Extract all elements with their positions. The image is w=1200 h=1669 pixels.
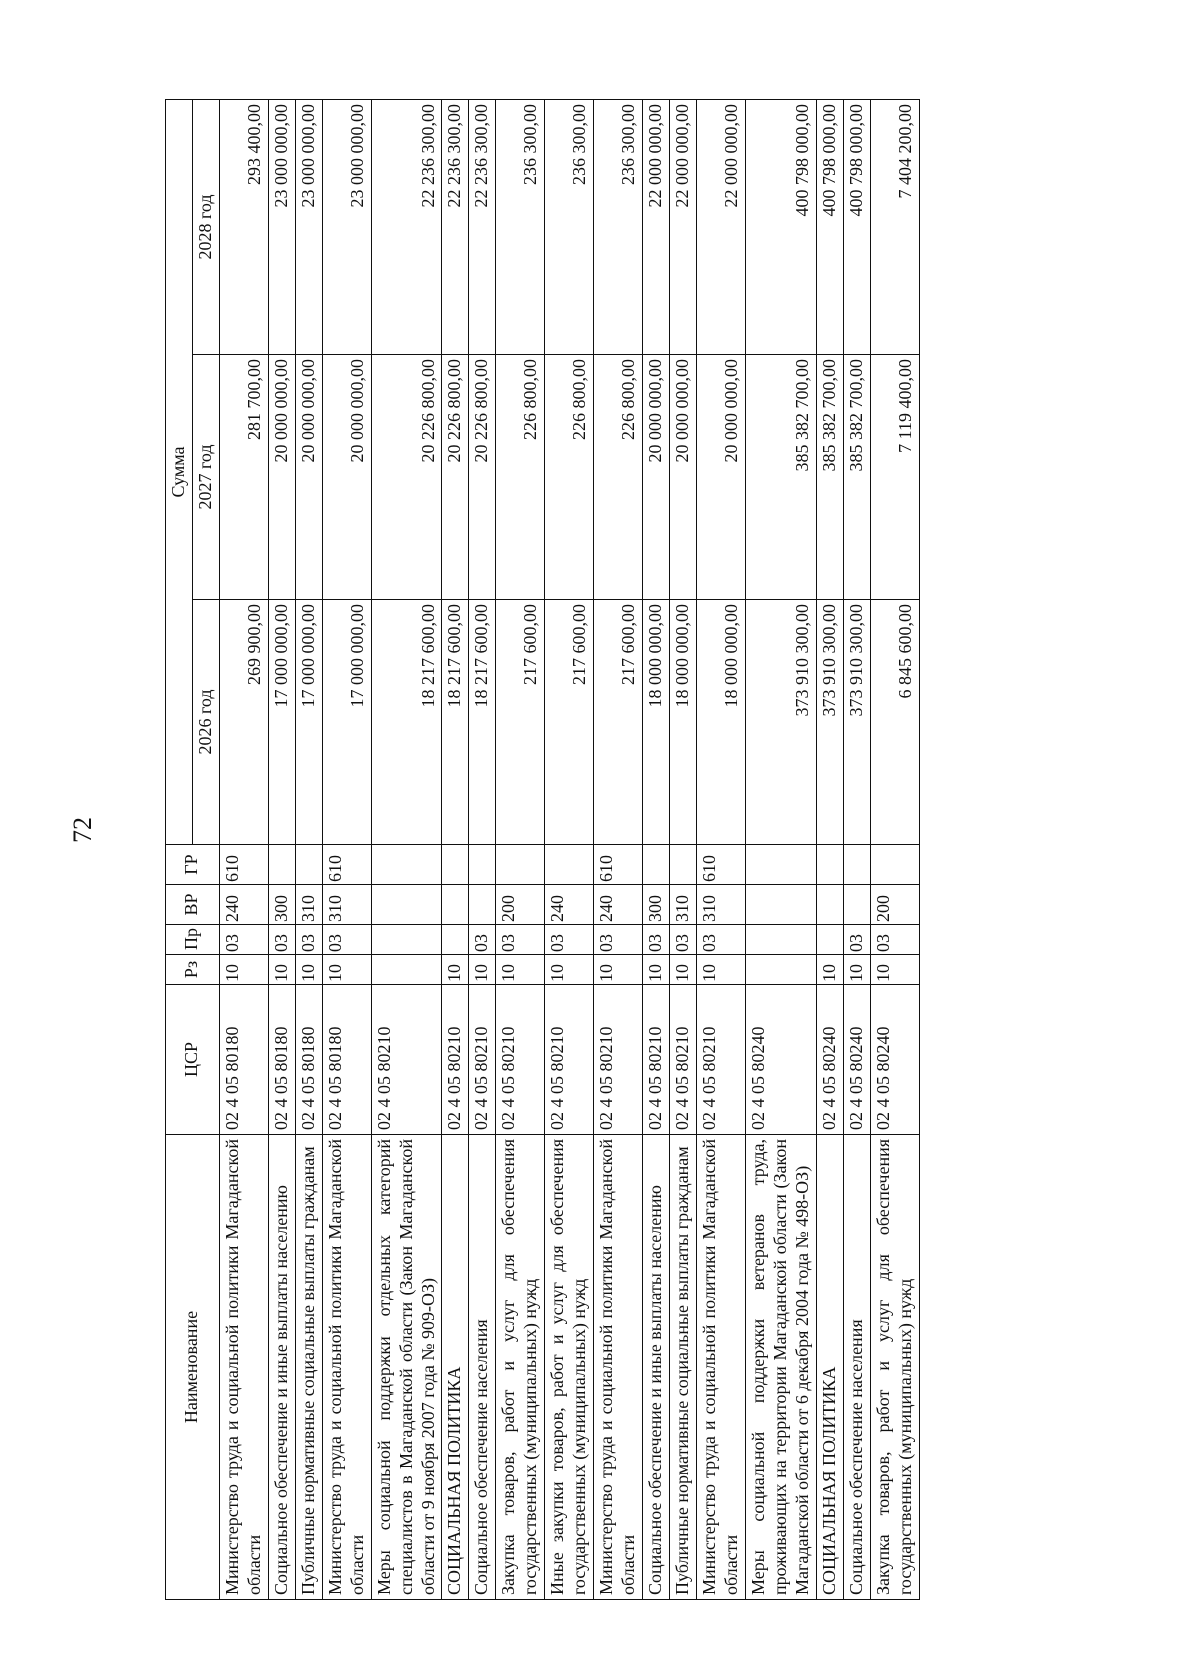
cell-vr: 310 (322, 885, 371, 925)
cell-rz: 10 (670, 955, 697, 985)
cell-name: Министерство труда и социальной политики Магаданской области (322, 1135, 371, 1600)
cell-gr (295, 845, 322, 885)
cell-csr: 02 4 05 80210 (371, 985, 442, 1135)
cell-y2026: 17 000 000,00 (295, 600, 322, 845)
cell-name: Закупка товаров, работ и услуг для обеспечения государственных (муниципальных) нужд (496, 1135, 545, 1600)
cell-y2027: 385 382 700,00 (843, 355, 870, 600)
cell-csr: 02 4 05 80210 (697, 985, 746, 1135)
cell-y2026: 18 000 000,00 (670, 600, 697, 845)
cell-csr: 02 4 05 80240 (745, 985, 816, 1135)
cell-vr: 310 (670, 885, 697, 925)
cell-name: Публичные нормативные социальные выплаты гражданам (670, 1135, 697, 1600)
table-row (496, 99, 545, 1599)
cell-pr: 03 (295, 925, 322, 955)
table-row (816, 99, 843, 1599)
cell-gr (442, 845, 469, 885)
cell-y2028: 400 798 000,00 (745, 99, 816, 354)
cell-y2027: 20 226 800,00 (442, 355, 469, 600)
cell-y2028: 23 000 000,00 (268, 99, 295, 354)
cell-name: Министерство труда и социальной политики Магаданской области (594, 1135, 643, 1600)
cell-name: Социальное обеспечение и иные выплаты населению (643, 1135, 670, 1600)
cell-y2028: 23 000 000,00 (295, 99, 322, 354)
table-row (594, 99, 643, 1599)
cell-y2028: 22 236 300,00 (442, 99, 469, 354)
cell-y2026: 18 000 000,00 (643, 600, 670, 845)
cell-y2028: 400 798 000,00 (843, 99, 870, 354)
cell-vr (442, 885, 469, 925)
table-row (545, 99, 594, 1599)
cell-pr (816, 925, 843, 955)
cell-rz: 10 (643, 955, 670, 985)
cell-rz: 10 (322, 955, 371, 985)
table-row (643, 99, 670, 1599)
cell-csr: 02 4 05 80180 (219, 985, 268, 1135)
cell-gr (870, 845, 919, 885)
cell-csr: 02 4 05 80210 (545, 985, 594, 1135)
cell-rz: 10 (469, 955, 496, 985)
cell-rz (745, 955, 816, 985)
cell-vr: 300 (268, 885, 295, 925)
cell-y2028: 23 000 000,00 (322, 99, 371, 354)
table-body (219, 99, 919, 1599)
table-row (870, 99, 919, 1599)
cell-gr (268, 845, 295, 885)
cell-rz: 10 (268, 955, 295, 985)
cell-name: Закупка товаров, работ и услуг для обеспечения государственных (муниципальных) нужд (870, 1135, 919, 1600)
cell-rz: 10 (697, 955, 746, 985)
cell-csr: 02 4 05 80240 (816, 985, 843, 1135)
cell-y2028: 22 236 300,00 (469, 99, 496, 354)
cell-csr: 02 4 05 80210 (496, 985, 545, 1135)
cell-y2027: 20 000 000,00 (322, 355, 371, 600)
cell-csr: 02 4 05 80180 (295, 985, 322, 1135)
table-row (745, 99, 816, 1599)
cell-vr: 310 (697, 885, 746, 925)
cell-gr (469, 845, 496, 885)
cell-csr: 02 4 05 80240 (843, 985, 870, 1135)
cell-y2026: 373 910 300,00 (745, 600, 816, 845)
cell-gr (843, 845, 870, 885)
cell-y2028: 7 404 200,00 (870, 99, 919, 354)
cell-gr: 610 (219, 845, 268, 885)
header-pr: Пр (166, 925, 220, 955)
cell-pr (442, 925, 469, 955)
cell-csr: 02 4 05 80210 (643, 985, 670, 1135)
cell-name: Публичные нормативные социальные выплаты гражданам (295, 1135, 322, 1600)
cell-rz: 10 (594, 955, 643, 985)
cell-vr (469, 885, 496, 925)
cell-y2026: 18 217 600,00 (469, 600, 496, 845)
cell-rz: 10 (870, 955, 919, 985)
cell-name: Социальное обеспечение населения (469, 1135, 496, 1600)
cell-vr: 240 (219, 885, 268, 925)
cell-y2026: 269 900,00 (219, 600, 268, 845)
cell-name: СОЦИАЛЬНАЯ ПОЛИТИКА (816, 1135, 843, 1600)
cell-pr: 03 (496, 925, 545, 955)
cell-vr: 300 (643, 885, 670, 925)
cell-pr: 03 (219, 925, 268, 955)
cell-y2028: 22 000 000,00 (670, 99, 697, 354)
cell-vr: 200 (496, 885, 545, 925)
cell-y2026: 18 000 000,00 (697, 600, 746, 845)
cell-pr (745, 925, 816, 955)
cell-name: Меры социальной поддержки ветеранов труда, проживающих на территории Магаданской области (Закон Магаданской области от 6 декабря 2004 года № 498-ОЗ) (745, 1135, 816, 1600)
cell-y2028: 293 400,00 (219, 99, 268, 354)
rotated-table-container (165, 100, 1035, 1600)
cell-gr (816, 845, 843, 885)
table-row (322, 99, 371, 1599)
cell-pr: 03 (268, 925, 295, 955)
cell-gr (745, 845, 816, 885)
cell-pr: 03 (322, 925, 371, 955)
cell-gr: 610 (322, 845, 371, 885)
cell-pr: 03 (643, 925, 670, 955)
cell-y2026: 373 910 300,00 (816, 600, 843, 845)
cell-csr: 02 4 05 80210 (442, 985, 469, 1135)
header-2028: 2028 год (192, 99, 219, 354)
cell-pr: 03 (697, 925, 746, 955)
cell-gr (643, 845, 670, 885)
cell-pr: 03 (545, 925, 594, 955)
cell-vr: 200 (870, 885, 919, 925)
table-row (371, 99, 442, 1599)
table-row (843, 99, 870, 1599)
cell-y2026: 217 600,00 (496, 600, 545, 845)
cell-rz: 10 (219, 955, 268, 985)
cell-vr: 310 (295, 885, 322, 925)
cell-y2028: 236 300,00 (496, 99, 545, 354)
cell-rz: 10 (816, 955, 843, 985)
cell-rz: 10 (843, 955, 870, 985)
cell-pr: 03 (843, 925, 870, 955)
cell-y2026: 18 217 600,00 (371, 600, 442, 845)
header-csr: ЦСР (166, 985, 220, 1135)
cell-name: Министерство труда и социальной политики Магаданской области (697, 1135, 746, 1600)
cell-gr (670, 845, 697, 885)
cell-y2026: 217 600,00 (594, 600, 643, 845)
cell-pr: 03 (594, 925, 643, 955)
cell-vr: 240 (594, 885, 643, 925)
cell-vr (745, 885, 816, 925)
cell-y2027: 20 000 000,00 (697, 355, 746, 600)
cell-y2027: 20 226 800,00 (469, 355, 496, 600)
cell-y2028: 236 300,00 (594, 99, 643, 354)
cell-y2026: 17 000 000,00 (268, 600, 295, 845)
cell-y2026: 17 000 000,00 (322, 600, 371, 845)
cell-gr (545, 845, 594, 885)
cell-y2027: 20 000 000,00 (643, 355, 670, 600)
cell-name: Министерство труда и социальной политики Магаданской области (219, 1135, 268, 1600)
cell-name: Меры социальной поддержки отдельных категорий специалистов в Магаданской области (Закон Магаданской области от 9 ноября 2007 года № 909-ОЗ) (371, 1135, 442, 1600)
cell-rz: 10 (295, 955, 322, 985)
cell-csr: 02 4 05 80210 (594, 985, 643, 1135)
cell-y2026: 217 600,00 (545, 600, 594, 845)
header-sum: Сумма (166, 99, 193, 844)
cell-y2028: 22 236 300,00 (371, 99, 442, 354)
table-row (442, 99, 469, 1599)
cell-gr: 610 (697, 845, 746, 885)
header-2026: 2026 год (192, 600, 219, 845)
cell-y2026: 18 217 600,00 (442, 600, 469, 845)
cell-y2027: 7 119 400,00 (870, 355, 919, 600)
cell-csr: 02 4 05 80180 (322, 985, 371, 1135)
table-row (697, 99, 746, 1599)
page-number: 72 (68, 817, 97, 843)
cell-y2027: 281 700,00 (219, 355, 268, 600)
cell-y2026: 373 910 300,00 (843, 600, 870, 845)
cell-y2026: 6 845 600,00 (870, 600, 919, 845)
cell-y2027: 226 800,00 (545, 355, 594, 600)
cell-rz: 10 (496, 955, 545, 985)
cell-name: Социальное обеспечение и иные выплаты населению (268, 1135, 295, 1600)
table-row (268, 99, 295, 1599)
cell-y2028: 22 000 000,00 (697, 99, 746, 354)
header-2027: 2027 год (192, 355, 219, 600)
header-row (166, 99, 193, 1599)
cell-vr: 240 (545, 885, 594, 925)
cell-y2028: 400 798 000,00 (816, 99, 843, 354)
cell-y2027: 226 800,00 (594, 355, 643, 600)
cell-csr: 02 4 05 80210 (670, 985, 697, 1135)
cell-csr: 02 4 05 80240 (870, 985, 919, 1135)
cell-gr (371, 845, 442, 885)
cell-rz: 10 (442, 955, 469, 985)
cell-pr: 03 (469, 925, 496, 955)
cell-rz (371, 955, 442, 985)
cell-y2027: 20 000 000,00 (268, 355, 295, 600)
cell-y2027: 20 000 000,00 (670, 355, 697, 600)
cell-name: Социальное обеспечение населения (843, 1135, 870, 1600)
cell-pr: 03 (670, 925, 697, 955)
budget-table (165, 99, 920, 1600)
table-row (469, 99, 496, 1599)
table-row (219, 99, 268, 1599)
cell-vr (371, 885, 442, 925)
cell-rz: 10 (545, 955, 594, 985)
cell-y2027: 385 382 700,00 (745, 355, 816, 600)
header-gr: ГР (166, 845, 220, 885)
cell-y2027: 385 382 700,00 (816, 355, 843, 600)
cell-name: Иные закупки товаров, работ и услуг для обеспечения государственных (муниципальных) нужд (545, 1135, 594, 1600)
header-rz: Рз (166, 955, 220, 985)
table-row (295, 99, 322, 1599)
cell-y2028: 236 300,00 (545, 99, 594, 354)
table-row (670, 99, 697, 1599)
cell-y2027: 20 000 000,00 (295, 355, 322, 600)
header-vr: ВР (166, 885, 220, 925)
cell-pr: 03 (870, 925, 919, 955)
cell-pr (371, 925, 442, 955)
cell-vr (816, 885, 843, 925)
cell-name: СОЦИАЛЬНАЯ ПОЛИТИКА (442, 1135, 469, 1600)
cell-y2027: 20 226 800,00 (371, 355, 442, 600)
cell-y2027: 226 800,00 (496, 355, 545, 600)
cell-csr: 02 4 05 80180 (268, 985, 295, 1135)
cell-csr: 02 4 05 80210 (469, 985, 496, 1135)
cell-gr (496, 845, 545, 885)
cell-y2028: 22 000 000,00 (643, 99, 670, 354)
header-name: Наименование (166, 1135, 220, 1600)
cell-vr (843, 885, 870, 925)
cell-gr: 610 (594, 845, 643, 885)
